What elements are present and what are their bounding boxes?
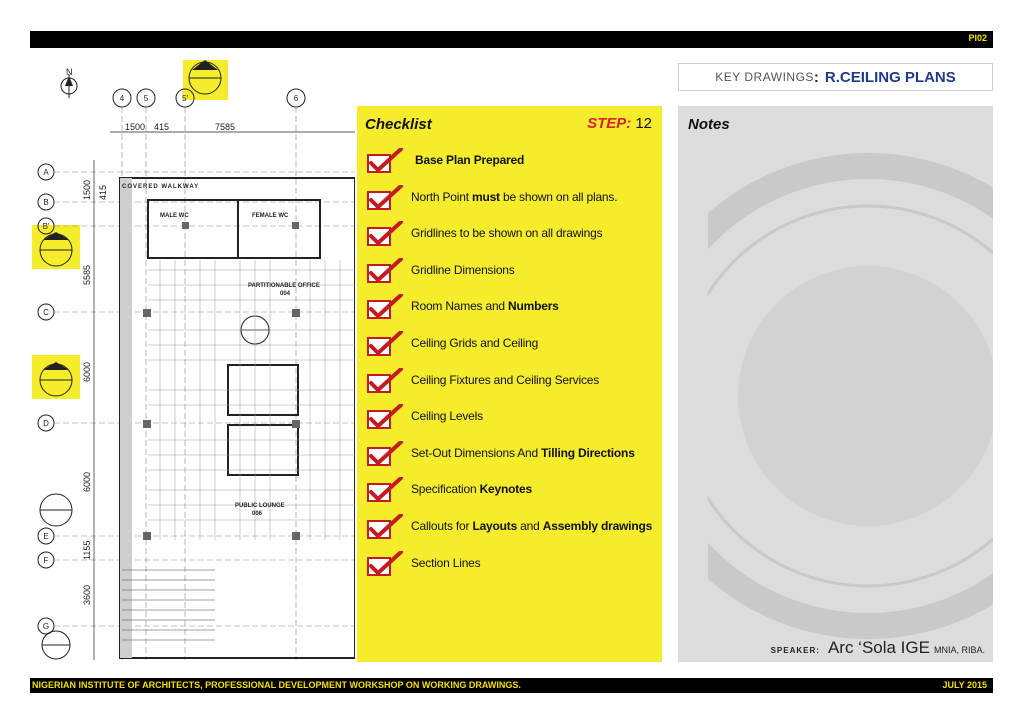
text-segment: Ceiling Levels bbox=[411, 409, 483, 424]
checklist-item bbox=[367, 294, 657, 320]
room-covered-walkway: COVERED WALKWAY bbox=[122, 184, 200, 190]
slide-title bbox=[678, 63, 993, 91]
grid-row-b: B bbox=[43, 198, 49, 207]
room-partitionable-office: PARTITIONABLE OFFICE bbox=[248, 283, 320, 289]
red-check-icon bbox=[367, 185, 405, 211]
checklist-item-text bbox=[411, 299, 559, 313]
text-segment: Gridlines to be shown on all drawings bbox=[411, 226, 603, 241]
text-segment: Layouts bbox=[472, 519, 518, 533]
text-segment: and bbox=[517, 519, 543, 533]
step-label: STEP: bbox=[587, 115, 632, 132]
dim-top-7585: 7585 bbox=[215, 122, 236, 132]
nia-seal-watermark bbox=[708, 126, 993, 646]
text-segment: Specification bbox=[411, 482, 480, 497]
grid-row-e: E bbox=[43, 532, 49, 541]
top-bar bbox=[30, 31, 993, 48]
text-segment: Set-Out Dimensions And bbox=[411, 445, 542, 460]
checklist-item-text bbox=[411, 190, 617, 204]
notes-panel bbox=[678, 106, 993, 662]
speaker-credentials: MNIA, RIBA. bbox=[933, 645, 985, 655]
dim-left-1500: 1500 bbox=[82, 179, 92, 200]
grid-row-c: C bbox=[43, 308, 49, 317]
red-check-icon bbox=[367, 148, 405, 174]
speaker-line bbox=[771, 638, 985, 658]
dim-left-5585: 5585 bbox=[82, 264, 92, 285]
grid-col-4: 4 bbox=[119, 94, 125, 103]
footer-bar bbox=[30, 678, 993, 693]
text-segment: North Point bbox=[411, 189, 472, 204]
dim-left-1155: 1155 bbox=[82, 540, 92, 560]
text-segment: must bbox=[471, 189, 500, 204]
title-colon: : bbox=[813, 68, 819, 86]
checklist-item bbox=[367, 185, 657, 211]
text-segment: Ceiling Fixtures and Ceiling Services bbox=[411, 372, 600, 387]
checklist-item-text bbox=[411, 446, 635, 460]
checklist-item bbox=[367, 148, 657, 174]
grid-row-g: G bbox=[42, 622, 50, 631]
title-prefix: KEY DRAWINGS bbox=[715, 70, 814, 84]
grid-row-d: D bbox=[43, 419, 49, 428]
page-code: PI02 bbox=[968, 33, 987, 43]
text-segment: Room Names and bbox=[411, 299, 509, 314]
grid-row-bp: B' bbox=[42, 222, 50, 231]
text-segment: Tilling Directions bbox=[541, 445, 635, 460]
red-check-icon bbox=[367, 441, 405, 467]
ceiling-plan-drawing bbox=[30, 60, 355, 660]
dim-left-415: 415 bbox=[98, 184, 108, 200]
step-indicator bbox=[587, 115, 652, 132]
text-segment: Section Lines bbox=[411, 555, 481, 570]
checklist-item bbox=[367, 221, 657, 247]
room-male-wc: MALE WC bbox=[160, 213, 189, 219]
text-segment: Callouts for bbox=[411, 519, 473, 533]
red-check-icon bbox=[367, 294, 405, 320]
room-number-006: 006 bbox=[252, 511, 263, 517]
text-segment: be shown on all plans. bbox=[499, 189, 618, 204]
checklist-item-text bbox=[411, 409, 483, 423]
red-check-icon bbox=[367, 514, 405, 540]
text-segment: Ceiling Grids and Ceiling bbox=[411, 336, 539, 350]
red-check-icon bbox=[367, 221, 405, 247]
red-check-icon bbox=[367, 258, 405, 284]
checklist-item bbox=[367, 331, 657, 357]
text-segment: Keynotes bbox=[479, 482, 532, 497]
checklist-item-text bbox=[411, 373, 599, 387]
grid-col-5p: 5' bbox=[182, 94, 188, 103]
step-number: 12 bbox=[635, 115, 652, 132]
text-segment: Base Plan Prepared bbox=[415, 153, 525, 167]
grid-row-f: F bbox=[43, 556, 49, 565]
north-label: N bbox=[66, 67, 73, 77]
footer-org: NIGERIAN INSTITUTE OF ARCHITECTS, PROFESSIONAL DEVELOPMENT WORKSHOP ON WORKING DRAWINGS. bbox=[32, 680, 521, 690]
checklist-item-text bbox=[411, 263, 515, 277]
speaker-name: Arc ‘Sola IGE bbox=[827, 638, 930, 657]
footer-date: JULY 2015 bbox=[942, 680, 987, 690]
checklist-item-text bbox=[415, 153, 524, 167]
checklist-item bbox=[367, 551, 657, 577]
checklist-item-text bbox=[411, 482, 532, 496]
grid-row-a: A bbox=[43, 168, 49, 177]
grid-col-6: 6 bbox=[293, 94, 299, 103]
checklist-item-text bbox=[411, 226, 602, 240]
dim-left-3600: 3600 bbox=[82, 584, 92, 605]
checklist-item-text bbox=[411, 556, 480, 570]
dim-top-1500: 1500 bbox=[125, 122, 146, 132]
dim-top-415: 415 bbox=[154, 122, 170, 132]
room-female-wc: FEMALE WC bbox=[252, 213, 289, 219]
text-segment: Numbers bbox=[508, 299, 559, 314]
text-segment: Assembly drawings bbox=[542, 519, 653, 533]
grid-col-5: 5 bbox=[143, 94, 149, 103]
dim-left-6000a: 6000 bbox=[82, 361, 92, 382]
room-number-004: 004 bbox=[280, 291, 291, 297]
room-public-lounge: PUBLIC LOUNGE bbox=[235, 503, 285, 509]
red-check-icon bbox=[367, 331, 405, 357]
checklist-item-text bbox=[411, 336, 538, 350]
checklist-item bbox=[367, 404, 657, 430]
title-main: R.CEILING PLANS bbox=[824, 68, 956, 86]
red-check-icon bbox=[367, 368, 405, 394]
checklist-item bbox=[367, 441, 657, 467]
notes-title: Notes bbox=[688, 116, 730, 133]
checklist-item bbox=[367, 477, 657, 503]
checklist-item-text bbox=[411, 519, 652, 533]
checklist-item bbox=[367, 514, 657, 540]
red-check-icon bbox=[367, 551, 405, 577]
text-segment: Gridline Dimensions bbox=[411, 262, 515, 277]
dim-left-6000b: 6000 bbox=[82, 471, 92, 492]
checklist-title: Checklist bbox=[365, 116, 432, 133]
red-check-icon bbox=[367, 477, 405, 503]
checklist-panel bbox=[357, 106, 662, 662]
speaker-label: SPEAKER: bbox=[770, 646, 820, 655]
checklist-item bbox=[367, 258, 657, 284]
checklist-item bbox=[367, 368, 657, 394]
red-check-icon bbox=[367, 404, 405, 430]
